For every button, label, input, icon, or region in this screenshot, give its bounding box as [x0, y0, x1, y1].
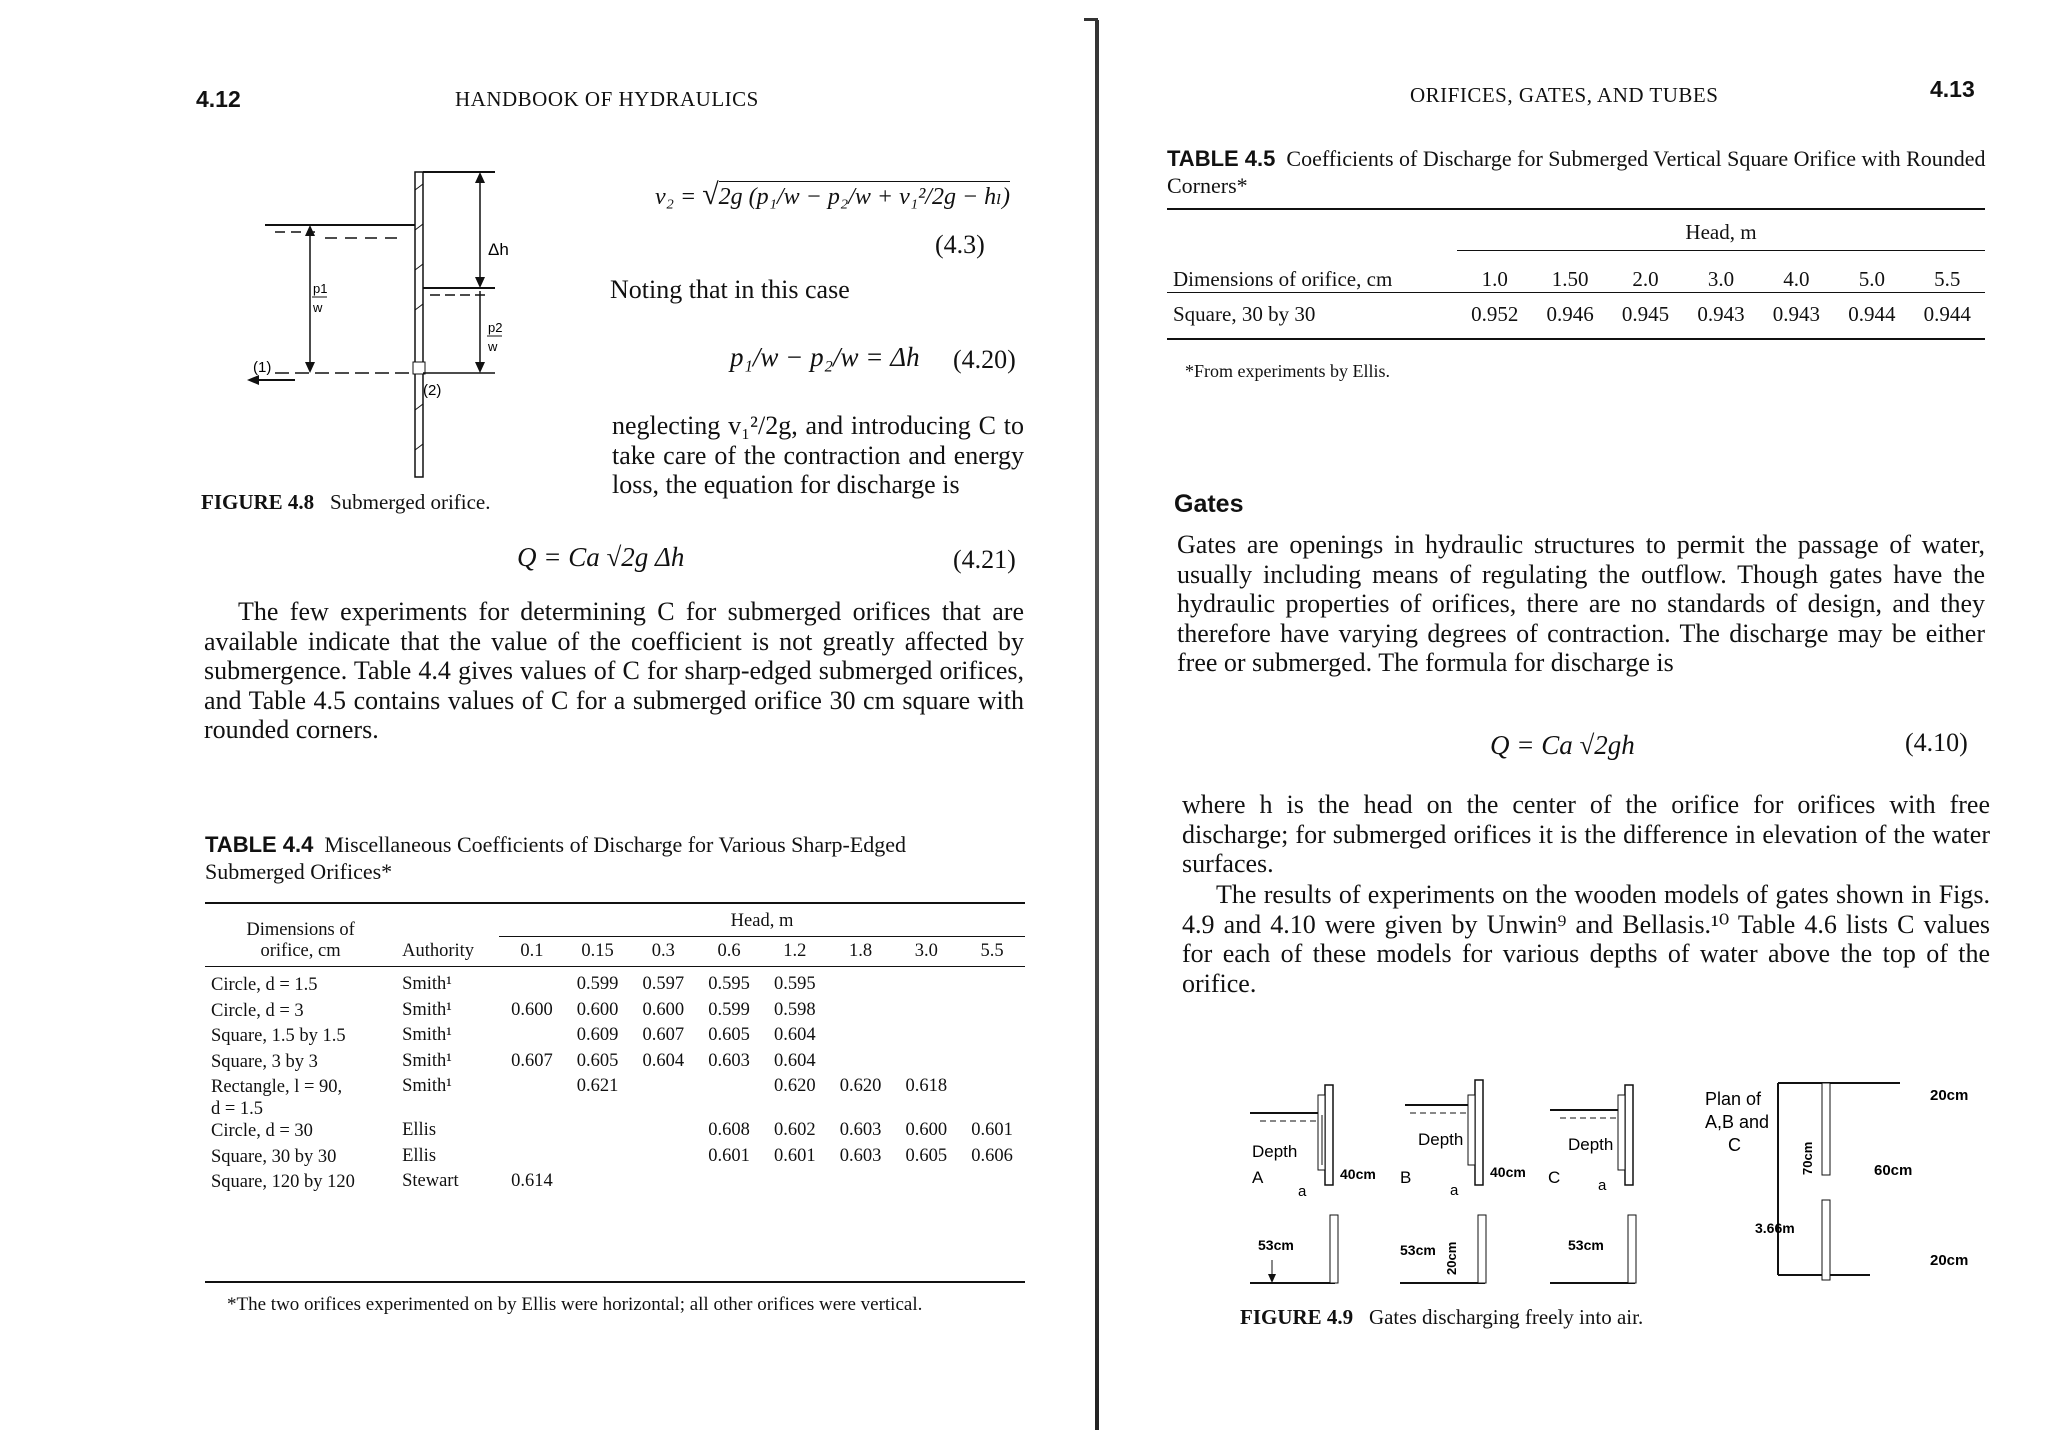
eq-4-10: Q = Ca √2gh — [1490, 730, 1635, 760]
t44-col-dim-1: Dimensions of — [246, 919, 355, 940]
t45-cell-value: 0.945 — [1621, 301, 1670, 326]
t44-cell-dim — [205, 1120, 396, 1146]
t44-cell-value — [499, 1146, 565, 1172]
table-4-5-bottom-rule — [1167, 338, 1985, 340]
t44-cell-value: 0.601 — [774, 1145, 816, 1166]
t44-cell-value — [762, 1171, 828, 1197]
t44-cell-value — [828, 1025, 894, 1051]
t44-cell-dim — [205, 1171, 396, 1197]
eq-4-10-number: (4.10) — [1905, 728, 1968, 757]
table-4-4-bottom-rule — [205, 1281, 1025, 1283]
plan-70cm: 70cm — [1800, 1141, 1815, 1175]
t44-cell-value: 0.605 — [905, 1145, 948, 1166]
gate-a-depth: Depth — [1252, 1142, 1298, 1161]
gate-a-53cm: 53cm — [1258, 1237, 1294, 1253]
table-4-5-top-rule — [1167, 208, 1985, 210]
gate-b-depth: Depth — [1418, 1130, 1464, 1149]
t44-cell-value — [828, 1000, 894, 1026]
eq-4-3-number: (4.3) — [935, 230, 985, 259]
t44-cell-value — [959, 1051, 1025, 1077]
t44-cell-value — [959, 1025, 1025, 1051]
t45-head-value: 5.0 — [1858, 266, 1885, 291]
plan-60cm: 60cm — [1874, 1162, 1913, 1179]
gate-c-letter: C — [1548, 1168, 1561, 1187]
t44-cell-value: 0.602 — [774, 1120, 816, 1140]
page-number: 4.12 — [196, 86, 241, 112]
t44-dim-text: Square, 30 by 30 — [211, 1146, 337, 1167]
table-4-5 — [1167, 216, 1985, 330]
t44-cell-value — [565, 1120, 631, 1146]
t44-dim-text-2: d = 1.5 — [211, 1099, 264, 1119]
t44-cell-value: 0.607 — [642, 1025, 685, 1045]
t44-cell-value: 0.620 — [774, 1076, 816, 1096]
t44-head-value: 0.6 — [717, 940, 741, 961]
t44-cell-value: 0.604 — [642, 1050, 685, 1071]
t44-cell-value — [893, 1051, 959, 1077]
t44-cell-dim — [205, 1051, 396, 1077]
fig48-label-w2: w — [488, 339, 498, 354]
t44-cell-value — [959, 1076, 1025, 1120]
table-row — [205, 1000, 1025, 1026]
right-page — [1110, 0, 2048, 1449]
table-row — [205, 1025, 1025, 1051]
t44-cell-value — [828, 974, 894, 1000]
gate-plan — [1705, 1083, 1968, 1280]
t44-cell-value — [696, 1076, 762, 1120]
t44-cell-value — [565, 1146, 631, 1172]
t45-cell-value: 0.946 — [1546, 301, 1594, 326]
t45-cell-value: 0.944 — [1923, 301, 1971, 326]
figure-49-caption — [1240, 1305, 1643, 1330]
fig48-label-p2: p2 — [488, 320, 503, 335]
t44-cell-value — [630, 1171, 696, 1197]
t44-cell-value — [499, 974, 565, 1000]
eq-4-20: p₁/w − p₂/w = Δh — [730, 342, 920, 372]
t44-cell-value: 0.598 — [774, 999, 816, 1020]
figure-submerged-orifice — [255, 170, 555, 490]
t44-cell-dim — [205, 1000, 396, 1026]
t44-cell-value: 0.600 — [511, 999, 553, 1020]
t44-cell-value — [499, 1120, 565, 1146]
noting-text: Noting that in this case — [610, 275, 850, 304]
plan-366m: 3.66m — [1755, 1220, 1795, 1236]
table-4-5-title — [1167, 145, 1987, 199]
t44-cell-value: 0.595 — [708, 974, 750, 994]
gate-b-20cm: 20cm — [1444, 1241, 1459, 1275]
t44-cell-value — [828, 1171, 894, 1197]
t44-col-dim — [205, 908, 396, 966]
gate-a — [1250, 1085, 1376, 1283]
t44-dim-text: Square, 120 by 120 — [211, 1172, 355, 1192]
t44-cell-value — [959, 1171, 1025, 1197]
plan-line-1: Plan of — [1705, 1089, 1762, 1109]
t44-col-authority: Authority — [402, 940, 475, 961]
t44-head-value: 0.1 — [520, 940, 544, 961]
t44-head-value: 1.8 — [848, 940, 873, 961]
t44-cell-value: 0.603 — [839, 1145, 882, 1166]
t45-cell-value: 0.943 — [1697, 301, 1745, 326]
t44-cell-value: 0.621 — [576, 1076, 619, 1096]
t44-cell-dim — [205, 1076, 396, 1120]
t45-cell-value: 0.944 — [1848, 301, 1896, 326]
t44-dim-text: Square, 3 by 3 — [211, 1051, 318, 1072]
t44-cell-value: 0.599 — [576, 974, 619, 994]
t45-head-value: 3.0 — [1707, 266, 1735, 291]
fig48-label-2: (2) — [423, 382, 442, 399]
figure-49-caption-label: FIGURE 4.9 — [1240, 1305, 1354, 1329]
t44-cell-value — [959, 974, 1025, 1000]
plan-line-2: A,B and — [1705, 1112, 1770, 1132]
t44-head-value: 1.2 — [783, 940, 807, 961]
book-spine — [1095, 20, 1099, 1430]
t45-col-dim: Dimensions of orifice, cm — [1173, 266, 1393, 291]
t44-cell-dim — [205, 974, 396, 1000]
t44-cell-value: 0.618 — [905, 1076, 948, 1096]
table-4-4-top-rule — [205, 902, 1025, 904]
t45-col-head: Head, m — [1457, 216, 1985, 250]
figure-48-caption-label: FIGURE 4.8 — [201, 490, 315, 514]
t44-head-value: 0.3 — [651, 940, 675, 961]
table-row — [205, 1120, 1025, 1146]
table-row — [205, 1146, 1025, 1172]
eq-4-3-radicand: 2g (p₁/w − p₂/w + v₁²/2g − hₗ) — [719, 181, 1010, 210]
t45-head-value: 5.5 — [1934, 266, 1961, 291]
t44-dim-text: Rectangle, l = 90, — [211, 1077, 343, 1097]
t44-cell-authority: Ellis — [402, 1120, 437, 1140]
table-4-4-footnote: *The two orifices experimented on by Ellis were horizontal; all other orifices were vertical. — [227, 1294, 923, 1315]
submerged-orifice-paragraph: The few experiments for determining C for submerged orifices that are available indicate that the value of the coefficient is not greatly affected by submergence. Table 4.4 gives values of C for sharp-edged submerged orifices, and Table 4.5 contains values of C for a submerged orifice 30 cm square with rounded corners. — [204, 597, 1024, 744]
t44-cell-value — [893, 1171, 959, 1197]
t44-cell-value — [630, 1146, 696, 1172]
plan-20cm-bottom: 20cm — [1930, 1252, 1969, 1269]
t44-cell-value: 0.603 — [839, 1120, 882, 1140]
t44-cell-value — [696, 1171, 762, 1197]
t44-cell-value — [893, 1025, 959, 1051]
t44-cell-value: 0.603 — [708, 1050, 750, 1071]
t44-cell-value — [959, 1000, 1025, 1026]
figure-48-caption-text: Submerged orifice. — [329, 490, 491, 514]
plan-20cm-top: 20cm — [1930, 1087, 1969, 1104]
t44-cell-value — [565, 1171, 631, 1197]
table-row — [205, 974, 1025, 1000]
gate-c-depth: Depth — [1568, 1135, 1614, 1154]
t44-col-dim-2: orifice, cm — [260, 940, 341, 961]
t44-head-value: 0.15 — [581, 940, 614, 961]
gate-a-letter: A — [1252, 1168, 1264, 1187]
table-row — [205, 1076, 1025, 1120]
figure-48-caption — [201, 490, 491, 515]
gate-b-letter: B — [1400, 1168, 1412, 1187]
t44-cell-value: 0.599 — [708, 999, 750, 1020]
figure-gates — [1250, 1075, 1969, 1315]
t44-cell-authority: Ellis — [402, 1145, 437, 1166]
gate-a-a: a — [1298, 1183, 1307, 1200]
t44-cell-dim — [205, 1146, 396, 1172]
t44-cell-dim — [205, 1025, 396, 1051]
t44-cell-authority: Smith¹ — [402, 974, 452, 994]
table-4-4-title — [205, 831, 965, 885]
t44-cell-value — [630, 1076, 696, 1120]
gate-c — [1548, 1085, 1636, 1283]
table-4-5-footnote: *From experiments by Ellis. — [1185, 361, 1390, 381]
fig48-label-p1: p1 — [313, 281, 328, 296]
table-4-4-label: TABLE 4.4 — [205, 832, 314, 857]
page-number: 4.13 — [1930, 76, 1975, 102]
t45-head-value: 2.0 — [1632, 266, 1659, 291]
t44-cell-value: 0.604 — [774, 1050, 816, 1071]
t44-cell-value: 0.597 — [642, 974, 685, 994]
figure-49-caption-text: Gates discharging freely into air. — [1368, 1305, 1644, 1329]
running-head: ORIFICES, GATES, AND TUBES — [1410, 83, 1719, 107]
t45-cell-value: 0.943 — [1772, 301, 1821, 326]
t44-cell-value: 0.604 — [774, 1025, 816, 1045]
gate-b-40cm: 40cm — [1490, 1164, 1526, 1180]
eq-4-21: Q = Ca √2g Δh — [517, 542, 685, 572]
fig48-label-1: (1) — [253, 359, 272, 376]
results-paragraph: The results of experiments on the wooden models of gates shown in Figs. 4.9 and 4.10 were given by Unwin⁹ and Bellasis.¹⁰ Table 4.6 lists C values for each of these models for various depths of water above the top of the orifice. — [1182, 880, 1990, 998]
t44-cell-value — [828, 1051, 894, 1077]
gates-heading: Gates — [1174, 490, 1244, 518]
t44-cell-value — [893, 1000, 959, 1026]
t44-cell-value: 0.607 — [511, 1050, 553, 1071]
gate-c-a: a — [1598, 1177, 1607, 1194]
t44-cell-value — [499, 1076, 565, 1120]
t45-head-value: 4.0 — [1783, 266, 1810, 291]
where-paragraph: where h is the head on the center of the orifice for orifices with free discharge; for submerged orifices it is the difference in elevation of the water surfaces. — [1182, 790, 1990, 878]
t44-cell-value: 0.606 — [971, 1145, 1013, 1166]
table-row — [205, 1051, 1025, 1077]
gate-a-40cm: 40cm — [1340, 1166, 1376, 1182]
t44-cell-value — [499, 1025, 565, 1051]
fig48-label-w1: w — [313, 300, 323, 315]
eq-4-3: v₂ = √2g (p₁/w − p₂/w + v₁²/2g − hₗ) — [655, 178, 1010, 211]
t44-cell-value — [630, 1120, 696, 1146]
t44-cell-value: 0.605 — [708, 1025, 750, 1045]
neglecting-paragraph: neglecting v₁²/2g, and introducing C to take care of the contraction and energy loss, the equation for discharge is — [612, 411, 1024, 499]
eq-4-21-number: (4.21) — [953, 545, 1016, 574]
plan-line-3: C — [1728, 1135, 1741, 1155]
t44-cell-value: 0.595 — [774, 974, 816, 994]
running-head: HANDBOOK OF HYDRAULICS — [455, 87, 759, 111]
t45-cell-value: 0.952 — [1471, 301, 1519, 326]
t44-header-rule — [205, 966, 1025, 974]
eq-4-20-number: (4.20) — [953, 345, 1016, 374]
t44-cell-value: 0.614 — [511, 1171, 553, 1191]
table-row — [1167, 298, 1985, 330]
gate-b-53cm: 53cm — [1400, 1242, 1436, 1258]
gate-b — [1400, 1080, 1526, 1283]
t44-cell-value: 0.600 — [576, 999, 619, 1020]
t45-head-value: 1.0 — [1481, 266, 1508, 291]
eq-4-3-lhs: v₂ = — [655, 184, 697, 210]
table-row — [205, 1171, 1025, 1197]
t44-cell-authority: Stewart — [402, 1171, 459, 1191]
gate-b-a: a — [1450, 1182, 1459, 1199]
table-4-4-caption: Miscellaneous Coefficients of Discharge for Various Sharp-Edged Submerged Orifices* — [205, 832, 907, 884]
t44-cell-value: 0.600 — [642, 999, 685, 1020]
table-4-4 — [205, 908, 1025, 1197]
fig48-label-dh: Δh — [488, 240, 509, 259]
t44-dim-text: Circle, d = 30 — [211, 1121, 313, 1141]
t44-cell-authority: Smith¹ — [402, 1076, 452, 1096]
t44-cell-value: 0.601 — [971, 1120, 1013, 1140]
t44-cell-value: 0.609 — [576, 1025, 619, 1045]
t44-head-value: 5.5 — [980, 940, 1004, 961]
t44-cell-value: 0.620 — [839, 1076, 882, 1096]
gate-c-53cm: 53cm — [1568, 1237, 1604, 1253]
t44-cell-value: 0.608 — [708, 1120, 750, 1140]
gates-paragraph: Gates are openings in hydraulic structures to permit the passage of water, usually including means of regulating the outflow. Though gates have the hydraulic properties of orifices, there are no standards of design, and they therefore have varying degrees of contraction. The discharge may be either free or submerged. The formula for discharge is — [1177, 530, 1985, 677]
t44-cell-authority: Smith¹ — [402, 1025, 452, 1045]
t44-col-head: Head, m — [499, 908, 1025, 936]
t45-row-label: Square, 30 by 30 — [1173, 301, 1316, 326]
t44-dim-text: Square, 1.5 by 1.5 — [211, 1026, 346, 1046]
table-4-5-caption: Coefficients of Discharge for Submerged Vertical Square Orifice with Rounded Corners* — [1167, 146, 1986, 198]
table-4-5-label: TABLE 4.5 — [1167, 146, 1276, 171]
t44-head-value: 3.0 — [914, 940, 938, 961]
t44-cell-value: 0.605 — [576, 1050, 619, 1071]
t44-dim-text: Circle, d = 1.5 — [211, 975, 318, 995]
t44-cell-authority: Smith¹ — [402, 1050, 452, 1071]
t44-cell-value: 0.601 — [708, 1145, 750, 1166]
t44-cell-authority: Smith¹ — [402, 999, 452, 1020]
t45-head-value: 1.50 — [1551, 266, 1589, 291]
t44-cell-value — [893, 974, 959, 1000]
t44-dim-text: Circle, d = 3 — [211, 1000, 304, 1021]
t45-blank — [1167, 216, 1457, 250]
t44-cell-value: 0.600 — [905, 1120, 948, 1140]
